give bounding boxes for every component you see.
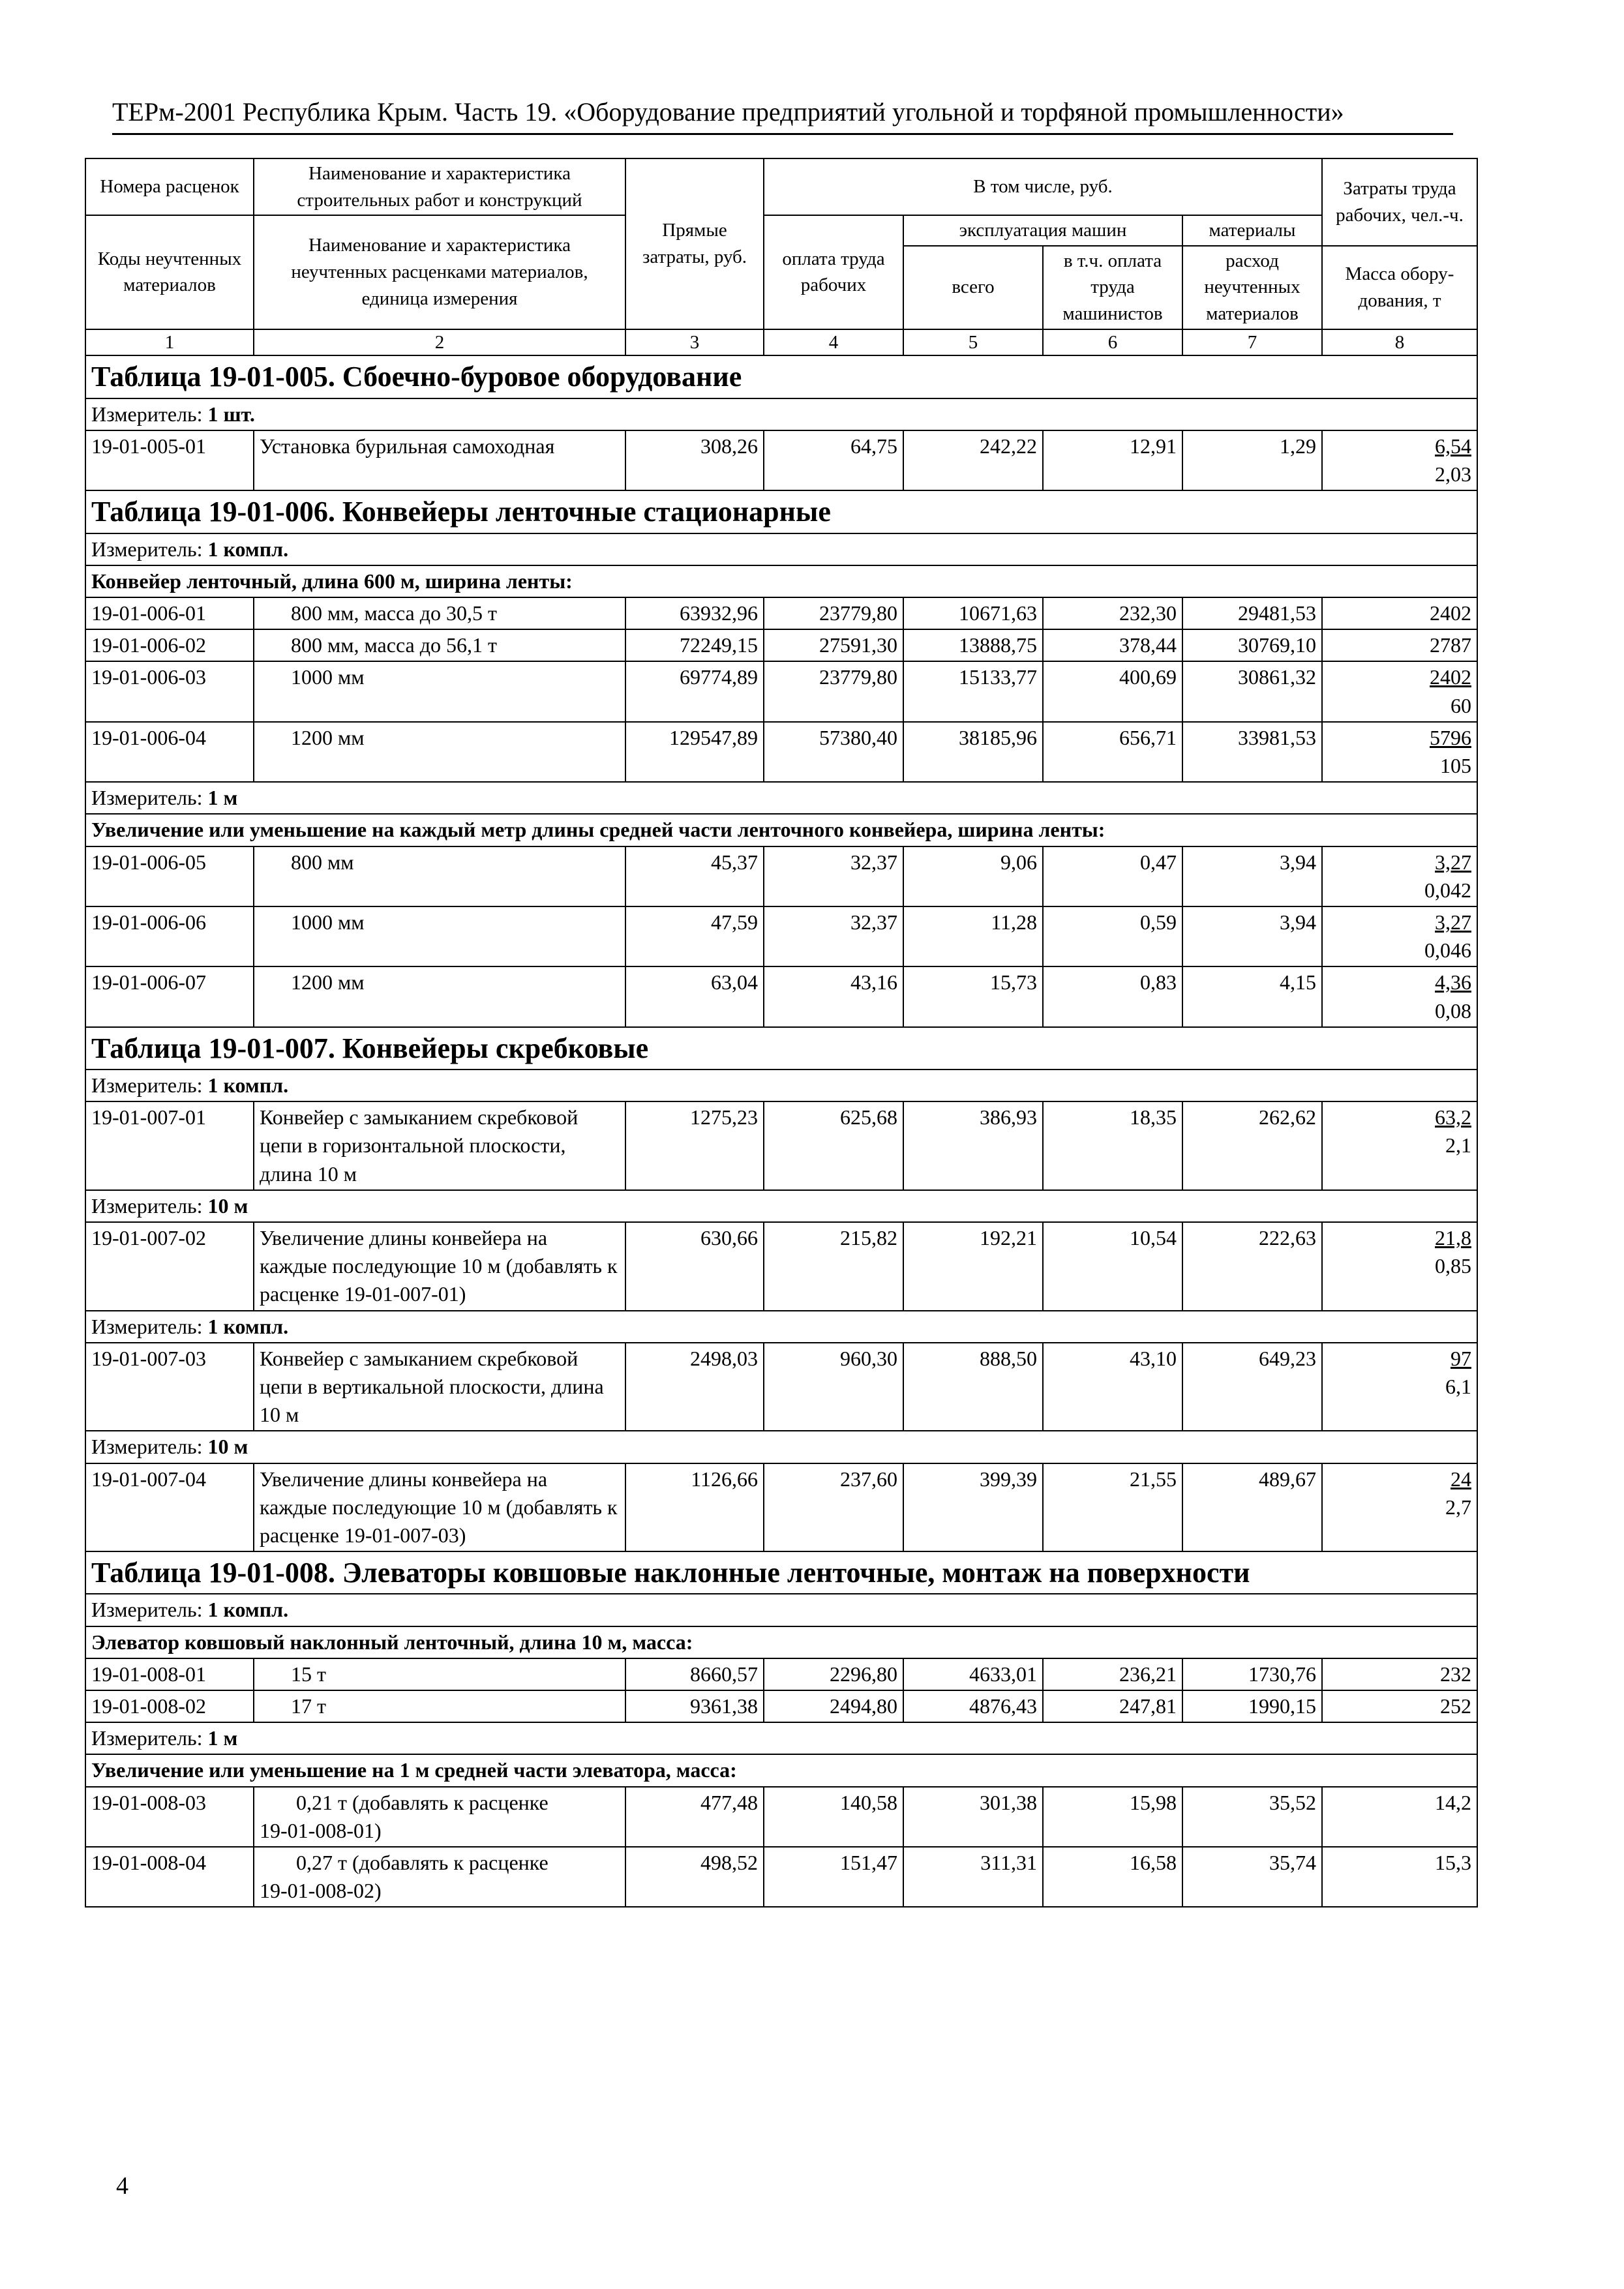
rate-name: 800 мм	[254, 846, 625, 906]
labor-pay: 32,37	[764, 906, 903, 966]
machines-operators: 232,30	[1043, 597, 1182, 629]
materials: 30861,32	[1182, 661, 1322, 721]
column-number: 2	[254, 329, 625, 356]
column-numbers-row	[85, 329, 1477, 356]
rate-code: 19-01-008-04	[85, 1847, 254, 1907]
unit-label-text: Измеритель:	[91, 1193, 203, 1218]
unit-label-text: Измеритель:	[91, 537, 203, 561]
header-rule	[112, 133, 1453, 135]
column-number: 4	[764, 329, 903, 356]
unit-label-text: Измеритель:	[91, 402, 203, 426]
rate-code: 19-01-006-04	[85, 722, 254, 782]
header-direct-costs: Прямые затраты, руб.	[625, 158, 764, 329]
header-unaccounted-names: Наименование и характеристика неучтенных расценками материалов, единица измерения	[254, 215, 625, 329]
machines-total: 9,06	[903, 846, 1043, 906]
unit-label	[85, 1311, 1477, 1343]
labor-hours-mass	[1322, 846, 1477, 906]
table-row	[85, 1343, 1477, 1431]
direct-costs: 129547,89	[625, 722, 764, 782]
machines-operators: 0,83	[1043, 966, 1182, 1026]
materials: 262,62	[1182, 1101, 1322, 1190]
unit-value: 1 шт.	[207, 402, 255, 426]
labor-hours-mass	[1322, 1222, 1477, 1311]
column-number: 8	[1322, 329, 1477, 356]
unit-value: 1 компл.	[207, 1073, 289, 1098]
materials: 35,52	[1182, 1787, 1322, 1847]
labor-hours-mass	[1322, 1101, 1477, 1190]
machines-total: 888,50	[903, 1343, 1043, 1431]
machines-total: 301,38	[903, 1787, 1043, 1847]
labor-pay: 27591,30	[764, 629, 903, 661]
rate-name: 800 мм, масса до 30,5 т	[254, 597, 625, 629]
labor-hours-mass	[1322, 966, 1477, 1026]
unit-value: 1 м	[207, 786, 238, 810]
rate-name: 15 т	[254, 1658, 625, 1690]
equipment-mass: 0,042	[1424, 878, 1471, 902]
labor-pay: 2296,80	[764, 1658, 903, 1690]
section-title-row	[85, 1551, 1477, 1594]
labor-pay: 64,75	[764, 430, 903, 490]
labor-pay: 215,82	[764, 1222, 903, 1311]
unit-row	[85, 1311, 1477, 1343]
rate-name: Конвейер с замыканием скребковой цепи в вертикальной плоскости, длина 10 м	[254, 1343, 625, 1431]
unit-value: 10 м	[207, 1435, 248, 1459]
unit-row	[85, 533, 1477, 565]
table-row	[85, 966, 1477, 1026]
unit-label	[85, 398, 1477, 430]
materials: 33981,53	[1182, 722, 1322, 782]
unit-label	[85, 1190, 1477, 1222]
labor-hours: 24	[1451, 1467, 1471, 1491]
equipment-mass: 0,046	[1424, 938, 1471, 963]
document-header: ТЕРм-2001 Республика Крым. Часть 19. «Оборудование предприятий угольной и торфяной промышленности»	[112, 97, 1344, 127]
table-row	[85, 906, 1477, 966]
materials: 1990,15	[1182, 1690, 1322, 1722]
rate-code: 19-01-006-03	[85, 661, 254, 721]
labor-pay: 237,60	[764, 1463, 903, 1552]
direct-costs: 69774,89	[625, 661, 764, 721]
machines-total: 15133,77	[903, 661, 1043, 721]
labor-hours: 63,2	[1435, 1105, 1471, 1130]
table-row	[85, 661, 1477, 721]
machines-total: 4633,01	[903, 1658, 1043, 1690]
materials: 649,23	[1182, 1343, 1322, 1431]
equipment-mass: 2,03	[1435, 462, 1471, 486]
unit-value: 10 м	[207, 1193, 248, 1218]
machines-total: 399,39	[903, 1463, 1043, 1552]
table-row	[85, 1787, 1477, 1847]
machines-operators: 247,81	[1043, 1690, 1182, 1722]
direct-costs: 63,04	[625, 966, 764, 1026]
group-row	[85, 814, 1477, 846]
labor-hours: 252	[1322, 1690, 1477, 1722]
labor-pay: 2494,80	[764, 1690, 903, 1722]
unit-value: 1 м	[207, 1726, 238, 1750]
header-materials: материалы	[1182, 215, 1322, 246]
unit-label	[85, 782, 1477, 814]
table-row	[85, 629, 1477, 661]
equipment-mass: 2,7	[1445, 1495, 1471, 1519]
materials: 222,63	[1182, 1222, 1322, 1311]
materials: 3,94	[1182, 906, 1322, 966]
labor-hours-mass	[1322, 722, 1477, 782]
labor-hours-mass	[1322, 1463, 1477, 1552]
unit-row	[85, 398, 1477, 430]
rate-name: Увеличение длины конвейера на каждые последующие 10 м (добавлять к расценке 19-01-007-01)	[254, 1222, 625, 1311]
header-machines: эксплуатация машин	[903, 215, 1182, 246]
group-title: Увеличение или уменьшение на 1 м средней части элеватора, масса:	[85, 1754, 1477, 1786]
machines-operators: 400,69	[1043, 661, 1182, 721]
direct-costs: 45,37	[625, 846, 764, 906]
rate-code: 19-01-008-01	[85, 1658, 254, 1690]
labor-pay: 23779,80	[764, 661, 903, 721]
machines-operators: 43,10	[1043, 1343, 1182, 1431]
unit-value: 1 компл.	[207, 1314, 289, 1338]
labor-pay: 625,68	[764, 1101, 903, 1190]
rate-code: 19-01-006-05	[85, 846, 254, 906]
labor-hours: 3,27	[1435, 910, 1471, 934]
labor-pay: 43,16	[764, 966, 903, 1026]
rate-code: 19-01-006-07	[85, 966, 254, 1026]
labor-pay: 960,30	[764, 1343, 903, 1431]
direct-costs: 8660,57	[625, 1658, 764, 1690]
machines-operators: 18,35	[1043, 1101, 1182, 1190]
unit-label-text: Измеритель:	[91, 1726, 203, 1750]
header-names: Наименование и характеристика строительных работ и конструкций	[254, 158, 625, 215]
table-row	[85, 1847, 1477, 1907]
labor-hours: 6,54	[1435, 434, 1471, 458]
machines-operators: 0,47	[1043, 846, 1182, 906]
rates-table	[85, 158, 1478, 1908]
group-title: Увеличение или уменьшение на каждый метр длины средней части ленточного конвейера, ширина ленты:	[85, 814, 1477, 846]
unit-label-text: Измеритель:	[91, 786, 203, 810]
rate-name: Увеличение длины конвейера на каждые последующие 10 м (добавлять к расценке 19-01-007-03)	[254, 1463, 625, 1552]
header-unaccounted-materials: расход неучтенных материалов	[1182, 246, 1322, 329]
equipment-mass: 105	[1440, 754, 1471, 778]
header-labor-cost: Затраты труда рабочих, чел.-ч.	[1322, 158, 1477, 246]
machines-operators: 12,91	[1043, 430, 1182, 490]
labor-hours: 5796	[1430, 725, 1471, 749]
materials: 3,94	[1182, 846, 1322, 906]
labor-hours-mass	[1322, 906, 1477, 966]
rate-code: 19-01-008-02	[85, 1690, 254, 1722]
rate-name	[254, 1847, 625, 1907]
labor-hours-mass	[1322, 661, 1477, 721]
machines-total: 386,93	[903, 1101, 1043, 1190]
column-number: 5	[903, 329, 1043, 356]
table-row	[85, 1463, 1477, 1552]
unit-label	[85, 1431, 1477, 1463]
machines-total: 13888,75	[903, 629, 1043, 661]
group-title: Элеватор ковшовый наклонный ленточный, длина 10 м, масса:	[85, 1626, 1477, 1658]
machines-operators: 21,55	[1043, 1463, 1182, 1552]
labor-hours: 21,8	[1435, 1226, 1471, 1250]
table-row	[85, 1658, 1477, 1690]
materials: 1730,76	[1182, 1658, 1322, 1690]
rate-code: 19-01-007-04	[85, 1463, 254, 1552]
table-header-row	[85, 158, 1477, 215]
unit-row	[85, 1722, 1477, 1754]
machines-total: 10671,63	[903, 597, 1043, 629]
equipment-mass: 60	[1451, 693, 1471, 717]
group-row	[85, 1626, 1477, 1658]
machines-total: 11,28	[903, 906, 1043, 966]
table-row	[85, 846, 1477, 906]
direct-costs: 498,52	[625, 1847, 764, 1907]
materials: 30769,10	[1182, 629, 1322, 661]
materials: 489,67	[1182, 1463, 1322, 1552]
section-title-row	[85, 490, 1477, 533]
header-labor-pay: оплата труда рабочих	[764, 215, 903, 329]
unit-label-text: Измеритель:	[91, 1073, 203, 1098]
unit-value: 1 компл.	[207, 1598, 289, 1622]
direct-costs: 477,48	[625, 1787, 764, 1847]
section-title-row	[85, 1027, 1477, 1070]
materials: 29481,53	[1182, 597, 1322, 629]
header-machines-total: всего	[903, 246, 1043, 329]
labor-hours-mass	[1322, 1343, 1477, 1431]
table-row	[85, 430, 1477, 490]
unit-label	[85, 1594, 1477, 1626]
machines-total: 15,73	[903, 966, 1043, 1026]
rate-name: 800 мм, масса до 56,1 т	[254, 629, 625, 661]
rate-code: 19-01-005-01	[85, 430, 254, 490]
labor-pay: 140,58	[764, 1787, 903, 1847]
labor-hours: 3,27	[1435, 850, 1471, 874]
machines-operators: 15,98	[1043, 1787, 1182, 1847]
table-header-row	[85, 215, 1477, 246]
column-number: 6	[1043, 329, 1182, 356]
machines-total: 311,31	[903, 1847, 1043, 1907]
rate-code: 19-01-006-01	[85, 597, 254, 629]
unit-label	[85, 533, 1477, 565]
labor-hours: 2402	[1322, 597, 1477, 629]
group-row	[85, 565, 1477, 597]
labor-hours: 2787	[1322, 629, 1477, 661]
machines-total: 192,21	[903, 1222, 1043, 1311]
table-title-005: Таблица 19-01-005. Сбоечно-буровое оборудование	[85, 355, 1477, 398]
table-title-007: Таблица 19-01-007. Конвейеры скребковые	[85, 1027, 1477, 1070]
equipment-mass: 2,1	[1445, 1133, 1471, 1158]
direct-costs: 47,59	[625, 906, 764, 966]
equipment-mass: 6,1	[1445, 1374, 1471, 1398]
section-title-row	[85, 355, 1477, 398]
rate-name: 1200 мм	[254, 966, 625, 1026]
machines-operators: 378,44	[1043, 629, 1182, 661]
labor-pay: 32,37	[764, 846, 903, 906]
machines-total: 4876,43	[903, 1690, 1043, 1722]
machines-operators: 656,71	[1043, 722, 1182, 782]
rate-name	[254, 1787, 625, 1847]
rate-code: 19-01-007-01	[85, 1101, 254, 1190]
labor-hours: 232	[1322, 1658, 1477, 1690]
equipment-mass: 0,85	[1435, 1254, 1471, 1278]
rate-code: 19-01-006-06	[85, 906, 254, 966]
machines-total: 242,22	[903, 430, 1043, 490]
unit-label	[85, 1722, 1477, 1754]
group-row	[85, 1754, 1477, 1786]
materials: 1,29	[1182, 430, 1322, 490]
labor-pay: 57380,40	[764, 722, 903, 782]
materials: 4,15	[1182, 966, 1322, 1026]
unit-value: 1 компл.	[207, 537, 289, 561]
rate-name: Конвейер с замыканием скребковой цепи в горизонтальной плоскости, длина 10 м	[254, 1101, 625, 1190]
rate-name: 1000 мм	[254, 661, 625, 721]
rate-code: 19-01-008-03	[85, 1787, 254, 1847]
rate-name-line: 19-01-008-01)	[260, 1818, 382, 1842]
rate-name-line: 19-01-008-02)	[260, 1879, 382, 1903]
machines-operators: 16,58	[1043, 1847, 1182, 1907]
table-row	[85, 1222, 1477, 1311]
rate-name-line: 0,21 т (добавлять к расценке	[296, 1790, 549, 1814]
unit-label-text: Измеритель:	[91, 1435, 203, 1459]
header-codes: Номера расценок	[85, 158, 254, 215]
labor-hours: 97	[1451, 1346, 1471, 1370]
rate-name: 1000 мм	[254, 906, 625, 966]
column-number: 7	[1182, 329, 1322, 356]
group-title: Конвейер ленточный, длина 600 м, ширина ленты:	[85, 565, 1477, 597]
unit-label	[85, 1070, 1477, 1101]
labor-pay: 23779,80	[764, 597, 903, 629]
machines-total: 38185,96	[903, 722, 1043, 782]
header-equipment-mass: Масса обору-дования, т	[1322, 246, 1477, 329]
direct-costs: 72249,15	[625, 629, 764, 661]
labor-hours: 14,2	[1322, 1787, 1477, 1847]
table-title-008: Таблица 19-01-008. Элеваторы ковшовые наклонные ленточные, монтаж на поверхности	[85, 1551, 1477, 1594]
direct-costs: 1275,23	[625, 1101, 764, 1190]
column-number: 1	[85, 329, 254, 356]
direct-costs: 630,66	[625, 1222, 764, 1311]
machines-operators: 10,54	[1043, 1222, 1182, 1311]
direct-costs: 2498,03	[625, 1343, 764, 1431]
rate-code: 19-01-006-02	[85, 629, 254, 661]
table-row	[85, 597, 1477, 629]
page-number: 4	[116, 2172, 128, 2200]
rate-code: 19-01-007-03	[85, 1343, 254, 1431]
unit-label-text: Измеритель:	[91, 1598, 203, 1622]
unit-label-text: Измеритель:	[91, 1314, 203, 1338]
column-number: 3	[625, 329, 764, 356]
header-unaccounted-codes: Коды неучтенных материалов	[85, 215, 254, 329]
labor-hours-mass	[1322, 430, 1477, 490]
direct-costs: 63932,96	[625, 597, 764, 629]
direct-costs: 9361,38	[625, 1690, 764, 1722]
labor-hours: 15,3	[1322, 1847, 1477, 1907]
labor-pay: 151,47	[764, 1847, 903, 1907]
unit-row	[85, 782, 1477, 814]
labor-hours: 4,36	[1435, 970, 1471, 995]
unit-row	[85, 1070, 1477, 1101]
direct-costs: 1126,66	[625, 1463, 764, 1552]
rate-name: 1200 мм	[254, 722, 625, 782]
materials: 35,74	[1182, 1847, 1322, 1907]
equipment-mass: 0,08	[1435, 998, 1471, 1023]
rate-name-line: 0,27 т (добавлять к расценке	[296, 1850, 549, 1874]
direct-costs: 308,26	[625, 430, 764, 490]
rate-code: 19-01-007-02	[85, 1222, 254, 1311]
unit-row	[85, 1190, 1477, 1222]
machines-operators: 236,21	[1043, 1658, 1182, 1690]
machines-operators: 0,59	[1043, 906, 1182, 966]
labor-hours: 2402	[1430, 665, 1471, 689]
rate-name: 17 т	[254, 1690, 625, 1722]
table-row	[85, 1690, 1477, 1722]
rate-name: Установка бурильная самоходная	[254, 430, 625, 490]
table-title-006: Таблица 19-01-006. Конвейеры ленточные стационарные	[85, 490, 1477, 533]
table-row	[85, 722, 1477, 782]
unit-row	[85, 1594, 1477, 1626]
header-machines-operators: в т.ч. оплата труда машинистов	[1043, 246, 1182, 329]
unit-row	[85, 1431, 1477, 1463]
header-including: В том числе, руб.	[764, 158, 1322, 215]
table-row	[85, 1101, 1477, 1190]
